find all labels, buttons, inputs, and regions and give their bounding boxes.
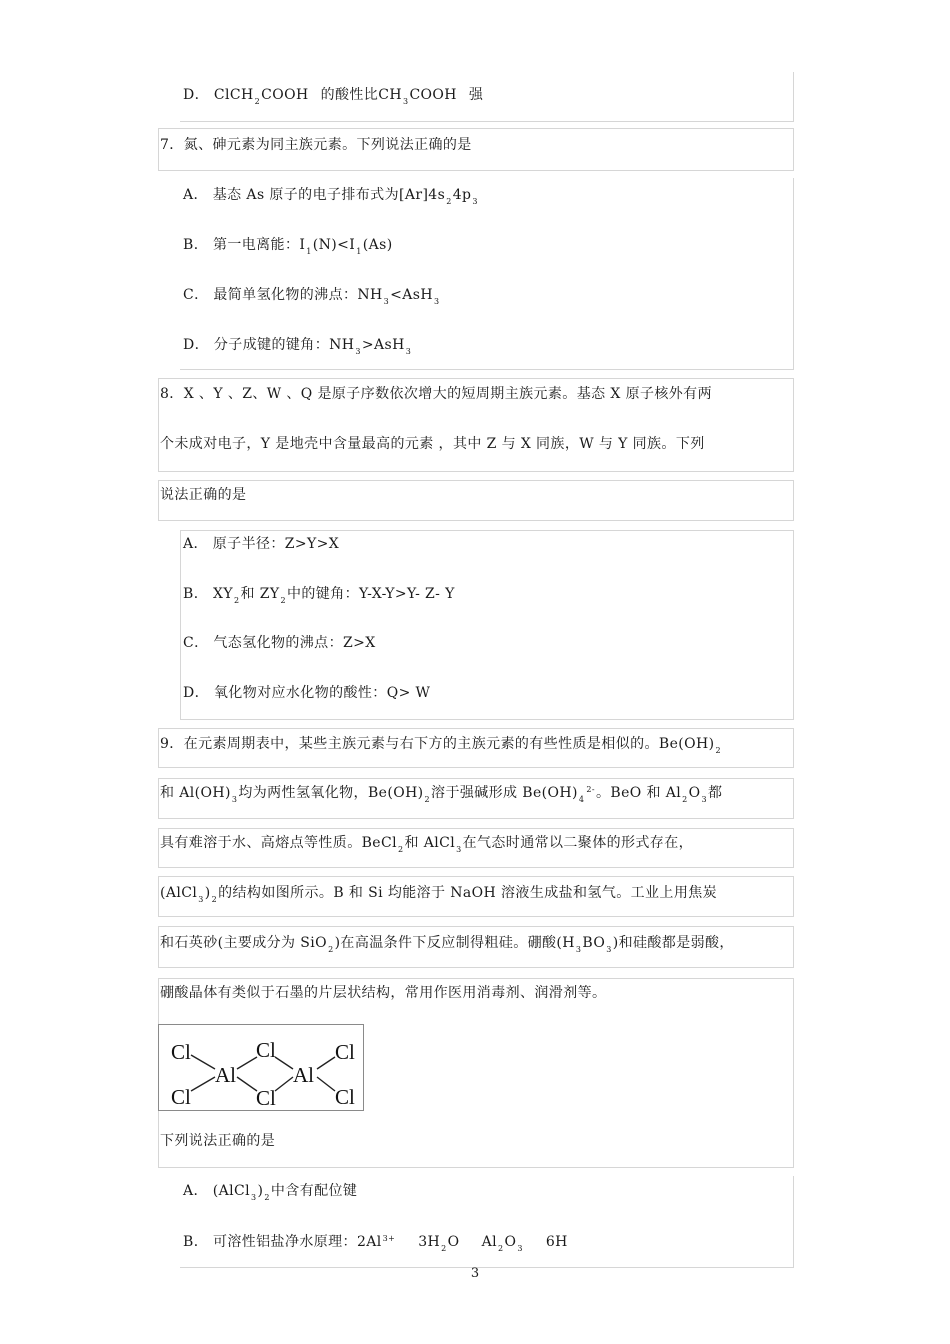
- al2cl6-structure-figure: [158, 1024, 364, 1111]
- q9-stem-line-5: 和石英砂(主要成分为 SiO$_2$)在高温条件下反应制得粗硅。硼酸$(H_3BO_3)$和硅酸都是弱酸，: [160, 935, 734, 954]
- cl-atom-bridge-top: Cl: [256, 1038, 276, 1062]
- cl-atom-top-right: Cl: [335, 1040, 355, 1064]
- q8-option-d: D． 氧化物对应水化物的酸性：Q> W: [183, 685, 431, 701]
- frame-line: [180, 369, 793, 370]
- q6-option-d: D． ClCH$_2$COOH 的酸性比$CH_3COOH$ 强: [183, 87, 484, 106]
- cl-atom-bottom-right: Cl: [335, 1085, 355, 1109]
- q9-question: 下列说法正确的是: [160, 1133, 276, 1149]
- q9-stem-line-3: 具有难溶于水、高熔点等性质。BeCl$_2$和 AlCl$_3$在气态时通常以二聚体的形式存在，: [160, 835, 694, 854]
- q8-stem-line-3: 说法正确的是: [160, 487, 247, 503]
- q8-option-c: C． 气态氢化物的沸点：Z>X: [183, 635, 376, 651]
- q9-stem-line-4: $(AlCl_3)_2$的结构如图所示。B 和 Si 均能溶于 NaOH 溶液生成盐和氢气。工业上用焦炭: [160, 885, 718, 904]
- page-number: 3: [470, 1266, 480, 1281]
- q9-option-b: B． 可溶性铝盐净水原理：$2Al^{3+}$ $3H_2O$ $Al_2O_3$ 6H: [183, 1234, 568, 1253]
- cl-atom-bottom-left: Cl: [171, 1085, 191, 1109]
- q8-option-b: B． $XY_2$和 $ZY_2$中的键角：Y-X-Y>Y- Z- Y: [183, 586, 455, 605]
- cl-atom-top-left: Cl: [171, 1040, 191, 1064]
- q7-stem: 7．氮、砷元素为同主族元素。下列说法正确的是: [160, 137, 472, 153]
- q7-option-a: A． 基态 As 原子的电子排布式为$[Ar]4s_24p_3$: [183, 187, 478, 206]
- frame-line: [793, 1176, 794, 1268]
- frame-line: [793, 178, 794, 370]
- q7-option-b: B． 第一电离能：$I_1(N)<I_1(As)$: [183, 237, 393, 256]
- q9-option-a: A． $(AlCl_3)_2$中含有配位键: [183, 1183, 358, 1202]
- q7-option-d: D． 分子成键的键角：$NH_3>AsH_3$: [183, 337, 412, 356]
- frame-line: [180, 121, 793, 122]
- q8-stem-line-1: 8．X 、Y 、Z、W 、Q 是原子序数依次增大的短周期主族元素。基态 X 原子核外有两: [160, 386, 712, 402]
- q8-stem-line-2: 个未成对电子，Y 是地壳中含量最高的元素 ，其中 Z 与 X 同族，W 与 Y 同族。下列: [160, 436, 705, 452]
- al2cl6-structure-diagram: [159, 1025, 363, 1110]
- q9-stem-line-6: 硼酸晶体有类似于石墨的片层状结构，常用作医用消毒剂、润滑剂等。: [160, 985, 607, 1001]
- q8-option-a: A． 原子半径：Z>Y>X: [183, 536, 340, 552]
- frame-box: [158, 480, 794, 521]
- cl-atom-bridge-bottom: Cl: [256, 1086, 276, 1110]
- q9-stem-line-2: 和 $Al(OH)_3$均为两性氢氧化物，$Be(OH)_2$溶于强碱形成 $Be(OH)_4^{2-}$。BeO 和 $Al_2O_3$都: [160, 785, 723, 804]
- q9-stem-line-1: 9．在元素周期表中，某些主族元素与右下方的主族元素的有些性质是相似的。$Be(OH)_2$: [160, 736, 721, 755]
- frame-line: [793, 72, 794, 122]
- q7-option-c: C． 最简单氢化物的沸点：$NH_3<AsH_3$: [183, 287, 440, 306]
- al-atom-left: Al: [215, 1063, 236, 1087]
- al-atom-right: Al: [293, 1063, 314, 1087]
